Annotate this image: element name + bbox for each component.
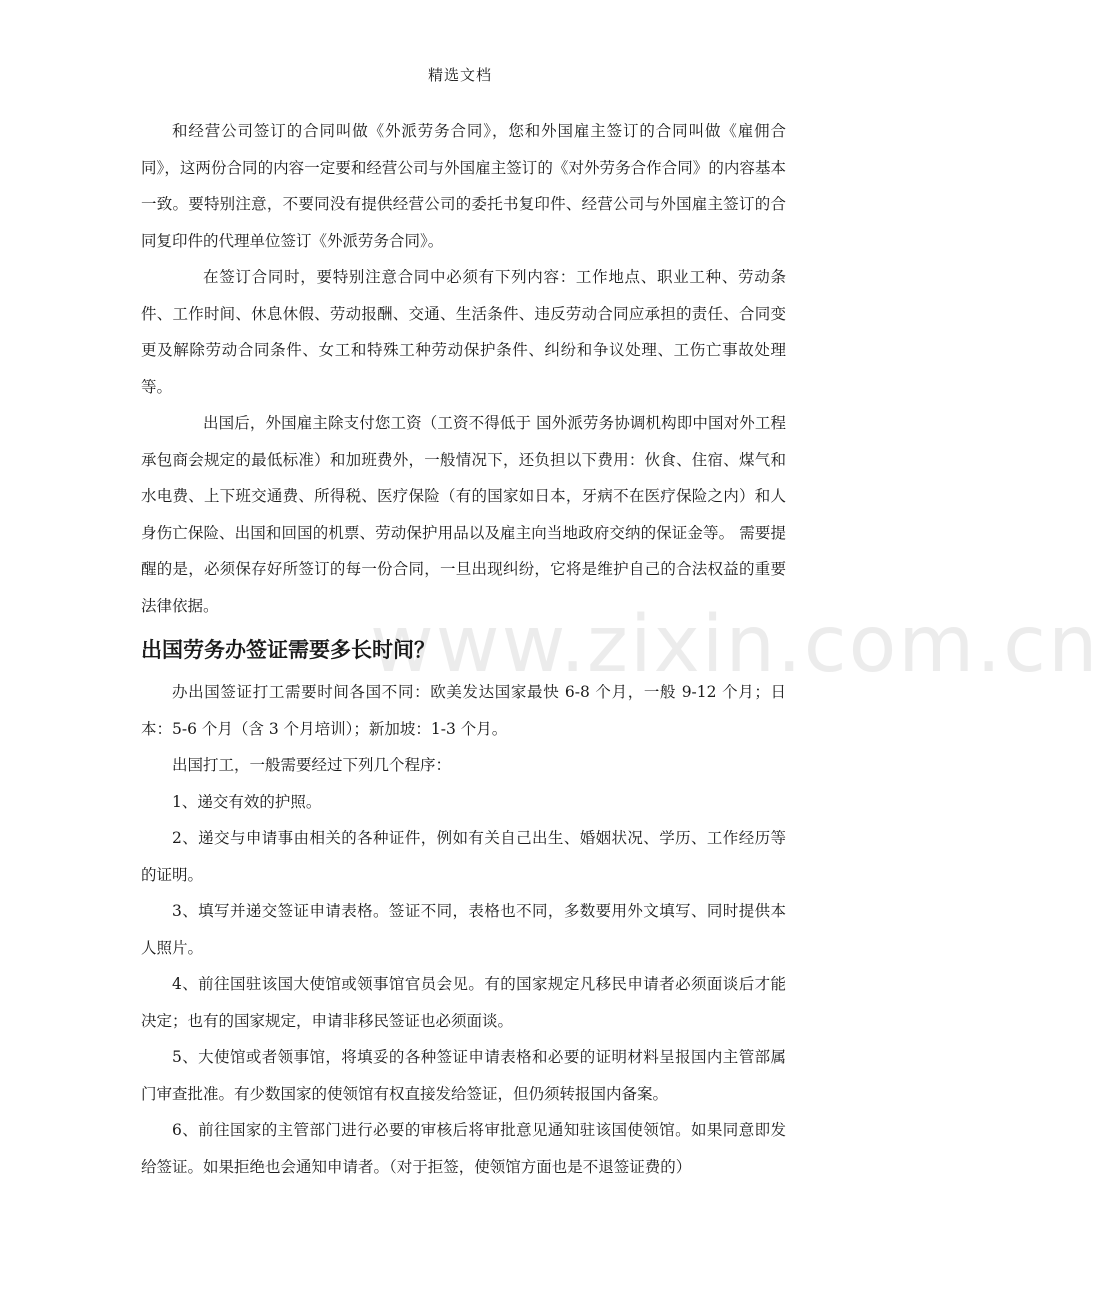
watermark: www.zixin.com.cn [370, 600, 1099, 690]
list-item-step-4: 4、前往国驻该国大使馆或领事馆官员会见。有的国家规定凡移民申请者必须面谈后才能决定；也有的国家规定，申请非移民签证也必须面谈。 [141, 975, 786, 1030]
paragraph-visa-duration: 办出国签证打工需要时间各国不同：欧美发达国家最快 6-8 个月，一般 9-12 个月；日本：5-6 个月（含 3 个月培训）；新加坡：1-3 个月。 [141, 683, 786, 738]
page-header-title: 精选文档 [427, 66, 492, 84]
list-item-step-3: 3、填写并递交签证申请表格。签证不同，表格也不同，多数要用外文填写、同时提供本人照片。 [141, 902, 786, 957]
list-item-step-5: 5、大使馆或者领事馆，将填妥的各种签证申请表格和必要的证明材料呈报国内主管部属门审查批准。有少数国家的使领馆有权直接发给签证，但仍须转报国内备案。 [141, 1048, 786, 1103]
document-body [141, 113, 786, 1185]
paragraph-contract-names: 和经营公司签订的合同叫做《外派劳务合同》，您和外国雇主签订的合同叫做《雇佣合同》，这两份合同的内容一定要和经营公司与外国雇主签订的《对外劳务合作合同》的内容基本一致。要特别注意，不要同没有提供经营公司的委托书复印件、经营公司与外国雇主签订的合同复印件的代理单位签订《外派劳务合同》。 [141, 122, 786, 250]
section-heading: 出国劳务办签证需要多长时间？ [141, 638, 435, 662]
list-item-step-1: 1、递交有效的护照。 [172, 792, 322, 811]
list-item-step-6: 6、前往国家的主管部门进行必要的审核后将审批意见通知驻该国使领馆。如果同意即发给签证。如果拒绝也会通知申请者。（对于拒签，使领馆方面也是不退签证费的） [141, 1121, 786, 1176]
paragraph-procedure-intro: 出国打工，一般需要经过下列几个程序： [172, 756, 452, 774]
paragraph-contract-contents: 在签订合同时，要特别注意合同中必须有下列内容：工作地点、职业工种、劳动条件、工作时间、休息休假、劳动报酬、交通、生活条件、违反劳动合同应承担的责任、合同变更及解除劳动合同条件、女工和特殊工种劳动保护条件、纠纷和争议处理、工伤亡事故处理等。 [141, 268, 786, 396]
paragraph-employer-costs: 出国后，外国雇主除支付您工资（工资不得低于 国外派劳务协调机构即中国对外工程承包商会规定的最低标准）和加班费外，一般情况下，还负担以下费用：伙食、住宿、煤气和水电费、上下班交通费、所得税、医疗保险（有的国家如日本，牙病不在医疗保险之内）和人身伤亡保险、出国和回国的机票、劳动保护用品以及雇主向当地政府交纳的保证金等。 需要提醒的是，必须保存好所签订的每一份合同，一旦出现纠纷，它将是维护自己的合法权益的重要法律依据。 [141, 414, 786, 615]
list-item-step-2: 2、递交与申请事由相关的各种证件，例如有关自己出生、婚姻状况、学历、工作经历等的证明。 [141, 829, 786, 884]
